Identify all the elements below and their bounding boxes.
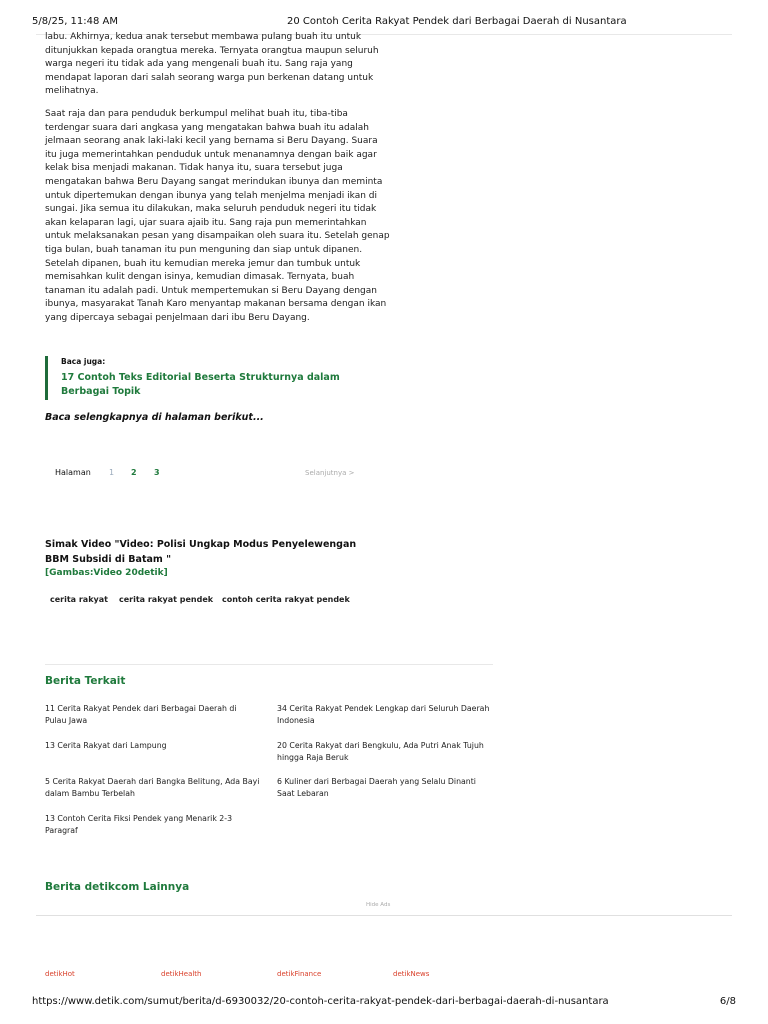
related-news-item[interactable]: 5 Cerita Rakyat Daerah dari Bangka Belitung, Ada Bayi dalam Bambu Terbelah xyxy=(45,777,260,798)
section-divider xyxy=(45,664,493,665)
print-header xyxy=(32,16,736,30)
page-link-2[interactable]: 2 xyxy=(131,468,137,477)
continue-reading-text: Baca selengkapnya di halaman berikut... xyxy=(45,412,264,423)
video-credit: [Gambas:Video 20detik] xyxy=(45,568,168,578)
footer-link-detikhealth[interactable]: detikHealth xyxy=(161,970,202,978)
footer-link-detikfinance[interactable]: detikFinance xyxy=(277,970,322,978)
related-news-item[interactable]: 6 Kuliner dari Berbagai Daerah yang Selalu Dinanti Saat Lebaran xyxy=(277,777,476,798)
related-news-item[interactable]: 34 Cerita Rakyat Pendek Lengkap dari Seluruh Daerah Indonesia xyxy=(277,704,490,725)
related-news-item[interactable]: 11 Cerita Rakyat Pendek dari Berbagai Daerah di Pulau Jawa xyxy=(45,704,237,725)
related-news-title: Berita Terkait xyxy=(45,675,126,687)
print-url: https://www.detik.com/sumut/berita/d-6930032/20-contoh-cerita-rakyat-pendek-dari-berbagai-daerah-di-nusantara xyxy=(32,996,609,1007)
footer-links xyxy=(45,970,495,980)
video-block xyxy=(45,538,375,578)
related-news-item[interactable]: 13 Cerita Rakyat dari Lampung xyxy=(45,741,167,750)
read-also-label: Baca juga: xyxy=(61,357,106,366)
tag-item[interactable]: cerita rakyat xyxy=(50,595,108,604)
article-body xyxy=(45,31,390,334)
print-page-number: 6/8 xyxy=(719,996,736,1007)
tag-item[interactable]: contoh cerita rakyat pendek xyxy=(222,595,350,604)
ads-divider xyxy=(36,915,732,916)
related-news-item[interactable]: 13 Contoh Cerita Fiksi Pendek yang Menarik 2-3 Paragraf xyxy=(45,814,233,835)
print-date: 5/8/25, 11:48 AM xyxy=(32,16,119,27)
read-also-box xyxy=(45,356,375,400)
pagination xyxy=(55,468,355,480)
next-page-link[interactable]: Selanjutnya > xyxy=(305,469,355,477)
article-paragraph: Saat raja dan para penduduk berkumpul melihat buah itu, tiba-tiba terdengar suara dari angkasa yang mengatakan bahwa buah itu adalah jelmaan seorang anak laki-laki kecil yang bernama si Beru Dayang. Suara itu juga memerintahkan penduduk untuk menanamnya dengan baik agar kelak bisa menjadi makanan. Tidak hanya itu, suara tersebut juga mengatakan bahwa Beru Dayang sangat merindukan ibunya dan meminta untuk dipertemukan dengan ibunya yang telah menjelma menjadi ikan di sungai. Jika semua itu dilakukan, maka seluruh penduduk negeri itu tidak akan kelaparan lagi, ujar suara ajaib itu. Sang raja pun memerintahkan untuk melaksanakan pesan yang disampaikan oleh suara itu. Setelah genap tiga bulan, buah tanaman itu pun menguning dan siap untuk dipanen. Setelah dipanen, buah itu kemudian mereka jemur dan tumbuk untuk memisahkan kulit dengan isinya, kemudian dimasak. Ternyata, buah tanaman itu adalah padi. Untuk mempertemukan si Beru Dayang dengan ibunya, masyarakat Tanah Karo menyantap makanan bersama dengan ikan yang dipercaya sebagai penjelmaan dari ibu Beru Dayang. xyxy=(45,108,390,323)
hide-ads-link[interactable]: Hide Ads xyxy=(366,902,391,908)
read-also-link[interactable]: 17 Contoh Teks Editorial Beserta Strukturnya dalam Berbagai Topik xyxy=(61,372,340,397)
page-link-1[interactable]: 1 xyxy=(109,468,115,477)
print-footer xyxy=(32,996,736,1010)
footer-link-detikhot[interactable]: detikHot xyxy=(45,970,75,978)
article-paragraph: labu. Akhirnya, kedua anak tersebut membawa pulang buah itu untuk ditunjukkan kepada orangtua mereka. Ternyata orangtua maupun seluruh warga negeri itu tidak ada yang mengenali buah itu. Sang raja yang mendapat laporan dari salah seorang warga pun berkenan datang untuk melihatnya. xyxy=(45,32,379,97)
related-news-item[interactable]: 20 Cerita Rakyat dari Bengkulu, Ada Putri Anak Tujuh hingga Raja Beruk xyxy=(277,741,484,762)
pagination-label: Halaman xyxy=(55,468,91,477)
tag-item[interactable]: cerita rakyat pendek xyxy=(119,595,214,604)
page-link-3[interactable]: 3 xyxy=(154,468,160,477)
print-page-title: 20 Contoh Cerita Rakyat Pendek dari Berbagai Daerah di Nusantara xyxy=(287,16,627,27)
footer-link-detiknews[interactable]: detikNews xyxy=(393,970,430,978)
other-news-title: Berita detikcom Lainnya xyxy=(45,881,190,893)
video-title[interactable]: Simak Video "Video: Polisi Ungkap Modus Penyelewengan BBM Subsidi di Batam " xyxy=(45,539,357,565)
